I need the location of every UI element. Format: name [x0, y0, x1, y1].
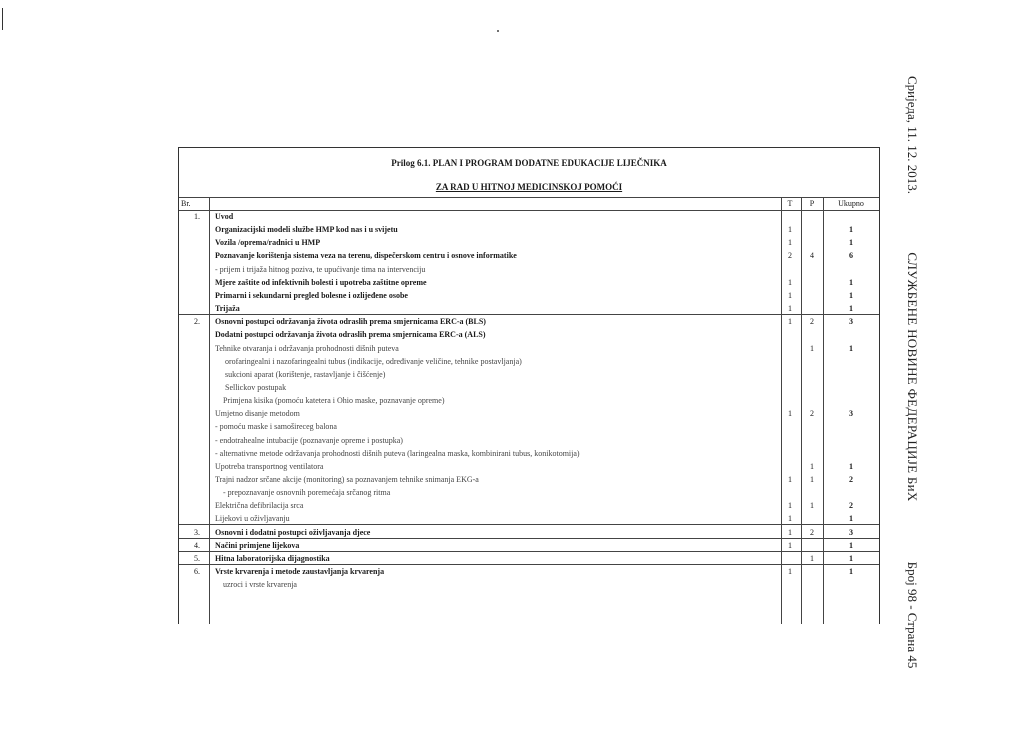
row-total: 1 — [849, 514, 853, 524]
table-row — [179, 474, 879, 485]
table-row — [179, 237, 879, 248]
row-total: 6 — [849, 251, 853, 261]
row-text: Lijekovi u oživljavanju — [215, 514, 290, 524]
table-row — [179, 408, 879, 419]
row-number: 1. — [194, 212, 200, 221]
row-text: Trajni nadzor srčane akcije (monitoring) sa poznavanjem tehnike snimanja EKG-a — [215, 475, 479, 484]
row-t-hours: 2 — [788, 251, 792, 261]
row-text: Tehnike otvaranja i održavanja prohodnosti dišnih puteva — [215, 343, 399, 353]
row-t-hours: 1 — [788, 527, 792, 537]
row-total: 2 — [849, 475, 853, 484]
row-p-hours: 1 — [810, 501, 814, 511]
table-row — [179, 316, 879, 327]
row-total: 1 — [849, 567, 853, 577]
row-total: 1 — [849, 238, 853, 248]
row-text: Mjere zaštite od infektivnih bolesti i upotreba zaštitne opreme — [215, 277, 427, 287]
row-text: Uvod — [215, 212, 234, 221]
row-text: Osnovni i dodatni postupci oživljavanja djece — [215, 527, 371, 537]
table-row — [179, 250, 879, 261]
row-total: 1 — [849, 304, 853, 314]
row-total: 3 — [849, 317, 853, 327]
row-t-hours: 1 — [788, 238, 792, 248]
row-text: Primarni i sekundarni pregled bolesne i ozlijeđene osobe — [215, 290, 408, 300]
table-row — [179, 500, 879, 511]
table-row — [179, 303, 879, 315]
row-total: 1 — [849, 290, 853, 300]
table-row — [179, 487, 879, 498]
header-date: Сриједа, 11. 12. 2013. — [905, 76, 920, 194]
scan-dot — [497, 30, 499, 32]
row-text: orofaringealni i nazofaringealni tubus (indikacije, određivanje veličine, tehnike postavljanja) — [225, 356, 522, 366]
header-ukupno: Ukupno — [838, 199, 864, 208]
table-row — [179, 527, 879, 539]
table-row — [179, 356, 879, 367]
row-text: Načini primjene lijekova — [215, 540, 300, 550]
row-p-hours: 4 — [810, 251, 814, 261]
row-text: Dodatni postupci održavanja života odraslih prema smjernicama ERC-a (ALS) — [215, 330, 486, 340]
table-header-row — [179, 197, 879, 211]
table-row — [179, 579, 879, 590]
row-text: - alternativne metode održavanja prohodnosti dišnih puteva (laringealna maska, kombinirani tubus, konikotomija) — [215, 448, 580, 458]
table-row — [179, 211, 879, 222]
header-t: T — [787, 199, 793, 208]
table-row — [179, 290, 879, 301]
row-t-hours: 1 — [788, 567, 792, 577]
row-total: 3 — [849, 527, 853, 537]
row-text: Primjena kisika (pomoću katetera i Ohio maske, poznavanje opreme) — [223, 396, 445, 406]
table-row — [179, 540, 879, 552]
row-text: Osnovni postupci održavanja života odraslih prema smjernicama ERC-a (BLS) — [215, 317, 486, 327]
row-text: sukcioni aparat (korištenje, rastavljanje i čišćenje) — [225, 369, 386, 379]
row-p-hours: 1 — [810, 553, 814, 563]
table-row — [179, 566, 879, 577]
row-p-hours: 1 — [810, 461, 814, 471]
row-total: 2 — [849, 501, 853, 511]
table-row — [179, 343, 879, 354]
row-t-hours: 1 — [788, 514, 792, 524]
table-row — [179, 224, 879, 235]
table-row — [179, 264, 879, 275]
row-text: - pomoću maske i samošireceg balona — [215, 422, 337, 432]
row-t-hours: 1 — [788, 290, 792, 300]
table-row — [179, 395, 879, 406]
scan-edge-mark — [2, 8, 3, 30]
row-t-hours: 1 — [788, 304, 792, 314]
header-publication: СЛУЖБЕНЕ НОВИНЕ ФЕДЕРАЦИЈЕ БиХ — [905, 252, 920, 502]
row-text: - prijem i trijaža hitnog poziva, te upućivanje tima na intervenciju — [215, 264, 426, 274]
table-row — [179, 382, 879, 393]
row-number: 2. — [194, 317, 200, 327]
row-number: 4. — [194, 540, 200, 550]
row-text: Sellickov postupak — [225, 382, 287, 392]
running-header — [902, 76, 922, 669]
row-total: 1 — [849, 553, 853, 563]
document-subtitle: ZA RAD U HITNOJ MEDICINSKOJ POMOĆI — [435, 182, 623, 192]
row-total: 1 — [849, 225, 853, 235]
row-p-hours: 2 — [810, 409, 814, 419]
table-row — [179, 277, 879, 288]
table-row — [179, 421, 879, 432]
row-text: Umjetno disanje metodom — [215, 409, 300, 419]
row-text: Organizacijski modeli službe HMP kod nas i u svijetu — [215, 225, 398, 235]
row-p-hours: 1 — [810, 475, 814, 484]
row-text: Trijaža — [215, 304, 240, 314]
row-t-hours: 1 — [788, 501, 792, 511]
row-total: 1 — [849, 277, 853, 287]
row-text: Upotreba transportnog ventilatora — [215, 461, 324, 471]
header-page-number: Број 98 - Страна 45 — [905, 561, 920, 669]
row-p-hours: 2 — [810, 527, 814, 537]
plan-table-frame — [178, 147, 880, 624]
row-t-hours: 1 — [788, 540, 792, 550]
table-row — [179, 461, 879, 472]
row-t-hours: 1 — [788, 225, 792, 235]
row-text: Poznavanje korištenja sistema veza na terenu, dispečerskom centru i osnove informatike — [215, 251, 517, 261]
row-total: 1 — [849, 343, 853, 353]
table-row — [179, 435, 879, 446]
row-text: Hitna laboratorijska dijagnostika — [215, 553, 330, 563]
row-number: 3. — [194, 527, 200, 537]
row-total: 3 — [849, 409, 853, 419]
table-row — [179, 329, 879, 340]
row-t-hours: 1 — [788, 317, 792, 327]
row-text: Vrste krvarenja i metode zaustavljanja krvarenja — [215, 567, 385, 577]
row-t-hours: 1 — [788, 277, 792, 287]
row-t-hours: 1 — [788, 475, 792, 484]
header-br: Br. — [181, 199, 191, 208]
row-text: Vozila /oprema/radnici u HMP — [215, 238, 321, 248]
row-text: - prepoznavanje osnovnih poremećaja srčanog ritma — [223, 488, 391, 498]
row-p-hours: 2 — [810, 317, 814, 327]
row-number: 5. — [194, 553, 200, 563]
table-row — [179, 448, 879, 459]
header-p: P — [809, 199, 815, 208]
table-row — [179, 553, 879, 565]
table-row — [179, 369, 879, 380]
row-p-hours: 1 — [810, 343, 814, 353]
row-total: 1 — [849, 540, 853, 550]
row-text: - endotrahealne intubacije (poznavanje opreme i postupka) — [215, 435, 403, 445]
row-text: uzroci i vrste krvarenja — [223, 580, 297, 590]
document-title: Prilog 6.1. PLAN I PROGRAM DODATNE EDUKACIJE LIJEČNIKA — [391, 158, 667, 168]
row-number: 6. — [194, 567, 200, 577]
row-t-hours: 1 — [788, 409, 792, 419]
row-text: Električna defibrilacija srca — [215, 501, 304, 511]
table-row — [179, 513, 879, 525]
row-total: 1 — [849, 461, 853, 471]
